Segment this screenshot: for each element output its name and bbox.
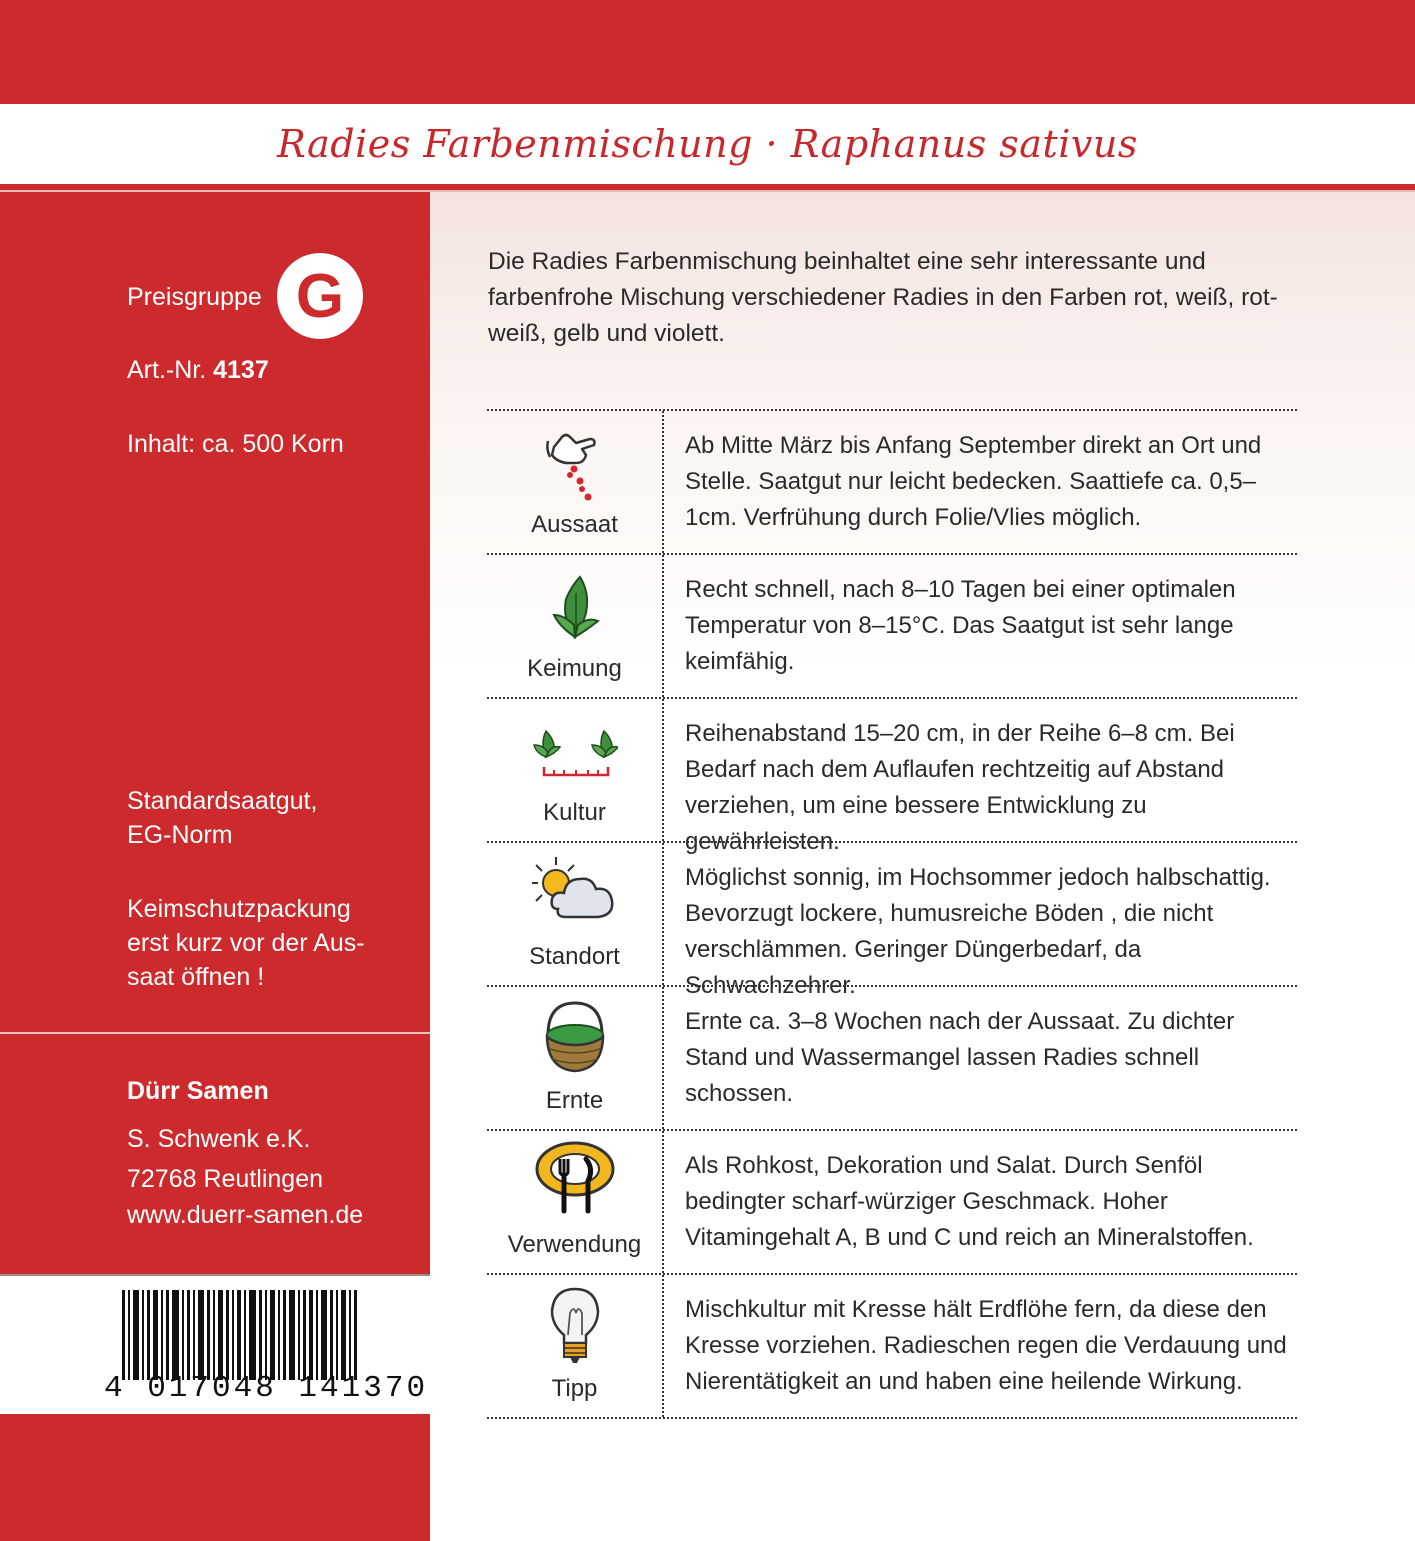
icon-cell (487, 1275, 664, 1417)
table-row (487, 985, 1297, 1129)
barcode-bar (354, 1290, 357, 1380)
hint-line-3: saat öffnen ! (127, 963, 265, 991)
row-label: Kultur (543, 799, 606, 826)
company-city: 72768 Reutlingen (127, 1165, 323, 1193)
price-group-badge: G (277, 253, 363, 339)
title-band (0, 104, 1415, 184)
barcode-bar (259, 1290, 262, 1380)
barcode-bar (265, 1290, 267, 1380)
hint-line-1: Keimschutzpackung (127, 895, 351, 923)
barcode-bar (122, 1290, 125, 1380)
icon-cell (487, 987, 664, 1129)
barcode-bar (232, 1290, 234, 1380)
barcode-number: 4 017048 141370 (104, 1371, 429, 1406)
barcode-bar (321, 1290, 327, 1380)
barcode-bars (122, 1290, 428, 1380)
barcode-bar (249, 1290, 256, 1380)
barcode-bar (244, 1290, 246, 1380)
barcode-bar (341, 1290, 346, 1380)
icon-cell (487, 411, 664, 553)
info-table (487, 409, 1297, 1419)
table-row (487, 1129, 1297, 1273)
barcode-bar (193, 1290, 195, 1380)
row-label: Keimung (527, 655, 622, 682)
table-row (487, 841, 1297, 999)
barcode-bar (153, 1290, 158, 1380)
row-text: Ernte ca. 3–8 Wochen nach der Aussaat. Zu dichter Stand und Wassermangel lassen Radies schnell schossen. (685, 1008, 1235, 1107)
barcode-bar (218, 1290, 223, 1380)
barcode-bar (237, 1290, 241, 1380)
barcode-bar (283, 1290, 286, 1380)
icon-cell (487, 555, 664, 697)
barcode (0, 1276, 430, 1414)
article-number (127, 353, 269, 387)
barcode-bar (278, 1290, 280, 1380)
barcode-bar (166, 1290, 169, 1380)
norm-line-2: EG-Norm (127, 821, 233, 849)
harvest-basket-icon (532, 995, 618, 1081)
hint-line-2: erst kurz vor der Aus- (127, 929, 365, 957)
icon-cell (487, 699, 664, 841)
norm-line-1: Standardsaatgut, (127, 787, 318, 815)
barcode-bar (128, 1290, 130, 1380)
barcode-bar (133, 1290, 139, 1380)
company-owner: S. Schwenk e.K. (127, 1125, 311, 1153)
barcode-bar (289, 1290, 295, 1380)
company-website[interactable]: www.duerr-samen.de (127, 1201, 364, 1229)
barcode-bar (161, 1290, 163, 1380)
barcode-bar (303, 1290, 306, 1380)
row-label: Ernte (545, 1087, 604, 1114)
sowing-hand-icon (532, 419, 618, 505)
barcode-bar (336, 1290, 338, 1380)
barcode-bar (226, 1290, 229, 1380)
row-text: Mischkultur mit Kresse hält Erdflöhe fern, da diese den Kresse vorziehen. Radieschen regen die Verdauung und Nierentätigkeit an und haben eine heilende Wirkung. (685, 1296, 1287, 1395)
barcode-bar (147, 1290, 150, 1380)
seedling-icon (532, 563, 618, 649)
row-text: Recht schnell, nach 8–10 Tagen bei einer optimalen Temperatur von 8–15°C. Das Saatgut ist sehr lange keimfähig. (685, 576, 1236, 675)
row-label: Verwendung (507, 1231, 642, 1258)
row-text: Reihenabstand 15–20 cm, in der Reihe 6–8 cm. Bei Bedarf nach dem Auflaufen rechtzeitig auf Abstand verziehen, um eine bessere Entwicklung zu gewährleisten. (685, 720, 1235, 855)
sun-cloud-icon (532, 851, 618, 937)
spacing-plants-icon (532, 707, 618, 793)
barcode-bar (270, 1290, 275, 1380)
company-name: Dürr Samen (127, 1077, 269, 1105)
row-label: Standort (529, 943, 620, 970)
icon-cell (487, 843, 664, 985)
table-row (487, 553, 1297, 697)
barcode-bar (187, 1290, 190, 1380)
table-row (487, 1273, 1297, 1419)
row-label: Tipp (551, 1375, 598, 1402)
barcode-bar (309, 1290, 313, 1380)
content-amount: Inhalt: ca. 500 Korn (127, 430, 344, 458)
barcode-bar (172, 1290, 179, 1380)
row-text: Ab Mitte März bis Anfang September direkt an Ort und Stelle. Saatgut nur leicht bedecken. Saattiefe ca. 0,5–1cm. Verfrühung durch Folie/Vlies möglich. (685, 432, 1262, 531)
intro-text: Die Radies Farbenmischung beinhaltet eine sehr interessante und farbenfrohe Mischung verschiedener Radies in den Farben rot, weiß, rot-weiß, gelb und violett. (488, 248, 1278, 347)
barcode-bar (330, 1290, 333, 1380)
light-bulb-icon (532, 1283, 618, 1369)
plate-cutlery-icon (532, 1139, 618, 1225)
table-row (487, 409, 1297, 553)
icon-cell (487, 1131, 664, 1273)
barcode-bar (349, 1290, 351, 1380)
barcode-bar (182, 1290, 184, 1380)
top-band (0, 0, 1415, 104)
main-content (430, 192, 1415, 1541)
barcode-bar (298, 1290, 300, 1380)
barcode-bar (207, 1290, 210, 1380)
page-title: Radies Farbenmischung · Raphanus sativus (277, 122, 1138, 166)
preisgruppe-label: Preisgruppe (127, 283, 262, 311)
table-row (487, 697, 1297, 855)
barcode-bar (213, 1290, 215, 1380)
barcode-bar (198, 1290, 204, 1380)
row-text: Möglichst sonnig, im Hochsommer jedoch halbschattig. Bevorzugt lockere, humusreiche Böden , die nicht verschlämmen. Geringer Düngerbedarf, da Schwachzehrer. (685, 864, 1271, 999)
sidebar-divider (0, 1032, 430, 1034)
art-nr-label: Art.-Nr. (127, 356, 207, 384)
row-label: Aussaat (531, 511, 618, 538)
barcode-bar (142, 1290, 144, 1380)
barcode-bar (316, 1290, 318, 1380)
row-text: Als Rohkost, Dekoration und Salat. Durch Senföl bedingter scharf-würziger Geschmack. Hoher Vitamingehalt A, B und C und reich an Mineralstoffen. (685, 1152, 1254, 1251)
art-nr-value: 4137 (213, 356, 269, 384)
